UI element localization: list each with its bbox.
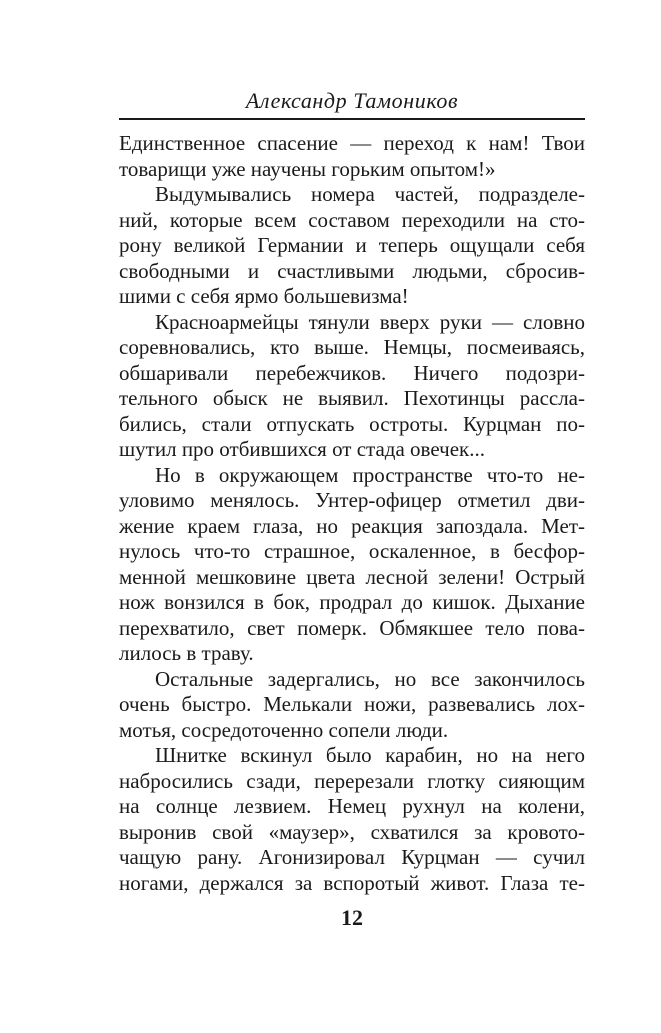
text-line: на солнце лезвием. Немец рухнул на колени, xyxy=(119,794,585,818)
text-line: чащую рану. Агонизировал Курцман — сучил xyxy=(119,845,585,869)
text-line: жение краем глаза, но реакция запоздала. Мет- xyxy=(119,513,585,538)
text-line: обшаривали перебежчиков. Ничего подозри- xyxy=(119,360,585,385)
text-line: лилось в траву. xyxy=(119,641,254,665)
text-line: мотья, сосредоточенно сопели люди. xyxy=(119,717,449,742)
header-divider xyxy=(119,118,585,120)
text-line: шутил про отбившихся от стада овечек... xyxy=(119,437,485,461)
text-line: рону великой Германии и теперь ощущали себя xyxy=(119,233,585,257)
text-line: выронив свой «маузер», схватился за кровото- xyxy=(119,819,585,844)
text-line: очень быстро. Мелькали ножи, развевались лох- xyxy=(119,692,585,716)
text-line: Остальные задергались, но все закончилось xyxy=(155,666,585,691)
text-line: менной мешковине цвета лесной зелени! Острый xyxy=(119,564,585,589)
running-header-author: Александр Тамоников xyxy=(245,88,459,113)
page-number: 12 xyxy=(341,905,363,930)
text-line: Красноармейцы тянули вверх руки — словно xyxy=(155,309,585,334)
text-line: ний, которые всем составом переходили на сто- xyxy=(119,207,585,232)
text-line: соревновались, кто выше. Немцы, посмеиваясь, xyxy=(119,335,585,359)
text-line: Но в окружающем пространстве что-то не- xyxy=(155,462,585,487)
text-line: Шнитке вскинул было карабин, но на него xyxy=(155,743,585,767)
text-line: бились, стали отпускать остроты. Курцман по- xyxy=(119,411,585,436)
text-line: шими с себя ярмо большевизма! xyxy=(119,284,409,308)
text-line: перехватило, свет померк. Обмякшее тело пова- xyxy=(119,615,585,640)
text-line: товарищи уже научены горьким опытом!» xyxy=(119,156,496,181)
text-line: уловимо менялось. Унтер-офицер отметил дви- xyxy=(119,488,585,512)
text-line: Выдумывались номера частей, подразделе- xyxy=(155,182,585,206)
text-line: свободными и счастливыми людьми, сбросив- xyxy=(119,258,585,283)
text-line: нулось что-то страшное, оскаленное, в бесфор- xyxy=(119,539,585,563)
text-line: нож вонзился в бок, продрал до кишок. Дыхание xyxy=(119,590,585,614)
text-line: набросились сзади, перерезали глотку сияющим xyxy=(119,768,585,793)
text-line: тельного обыск не выявил. Пехотинцы рассла- xyxy=(119,386,585,410)
text-line: Единственное спасение — переход к нам! Твои xyxy=(119,131,585,155)
text-line: ногами, держался за вспоротый живот. Глаза те- xyxy=(119,870,585,895)
body-text xyxy=(119,131,585,896)
